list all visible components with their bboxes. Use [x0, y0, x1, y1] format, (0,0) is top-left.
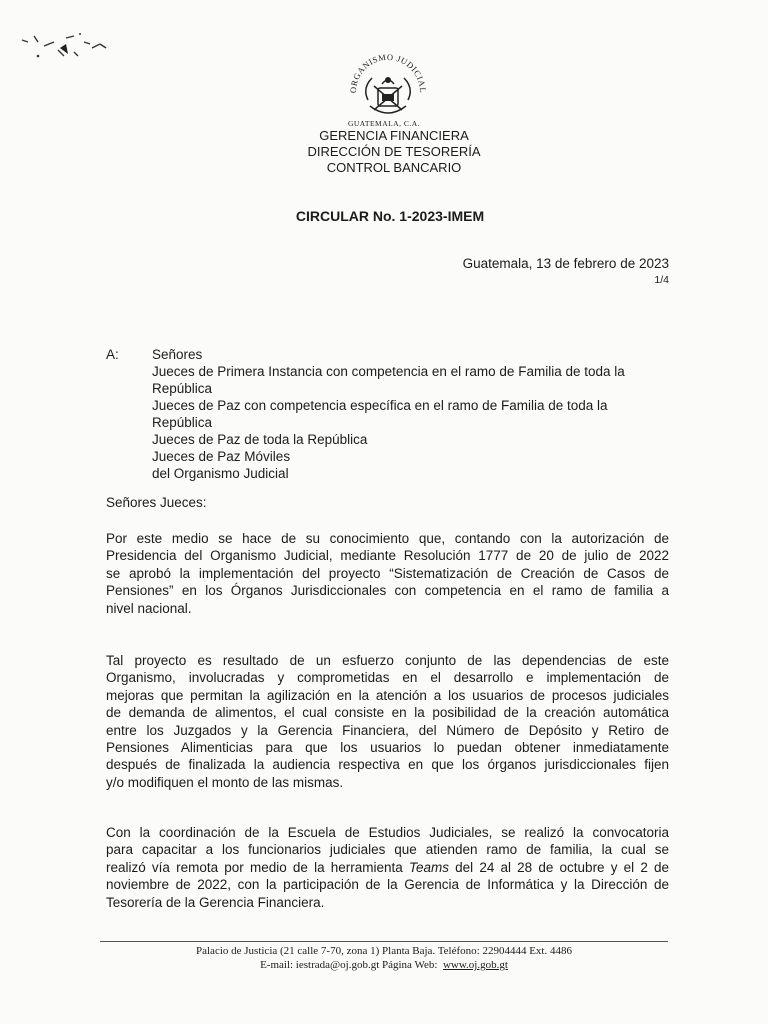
footer-email: E-mail: iestrada@oj.gob.gt Página Web: — [260, 959, 443, 971]
paragraph-line: noviembre de 2022, con la participación de la Gerencia de Informática y la Dirección de — [106, 877, 669, 893]
paragraph-line: Tal proyecto es resultado de un esfuerzo conjunto de las dependencias de este — [106, 653, 669, 668]
paragraph-line: para capacitar a los funcionarios judiciales que atienden ramo de familia, la cual se — [106, 842, 669, 858]
footer — [0, 944, 768, 972]
header-line-3: CONTROL BANCARIO — [326, 160, 462, 175]
paragraph-line: entre los Juzgados y la Gerencia Financiera, del Número de Depósito y Retiro de — [106, 722, 669, 738]
addressee-line: Jueces de Paz de toda la República — [152, 432, 368, 447]
paragraph-line: Con la coordinación de la Escuela de Estudios Judiciales, se realizó la convocatoria — [106, 825, 669, 840]
paragraph-line: y/o modifiquen el monto de las mismas. — [106, 774, 344, 790]
paragraph-line: Por este medio se hace de su conocimiento que, contando con la autorización de — [106, 531, 669, 546]
svg-text:ORGANISMO JUDICIAL — [348, 52, 428, 94]
header-line-1: GERENCIA FINANCIERA — [319, 128, 469, 143]
paragraph-line: nivel nacional. — [106, 600, 192, 616]
paragraph-line: mejoras que permitan la agilización en la atención a los usuarios de procesos judiciales — [106, 687, 669, 703]
page-number: 1/4 — [654, 274, 669, 286]
paragraph-line: Tesorería de la Gerencia Financiera. — [106, 894, 325, 910]
paragraph-line: Presidencia del Organismo Judicial, mediante Resolución 1777 de 20 de julio de 2022 — [106, 548, 669, 564]
letterhead — [0, 128, 768, 176]
document-title: CIRCULAR No. 1-2023-IMEM — [295, 208, 485, 224]
paragraph-line: Pensiones” en los Órganos Jurisdiccionales con competencia en el ramo de familia a — [106, 583, 669, 599]
document-date: Guatemala, 13 de febrero de 2023 — [462, 256, 669, 271]
seal-caption: GUATEMALA, C.A. — [347, 119, 421, 128]
scan-marks — [14, 22, 114, 72]
addressee-block — [106, 346, 669, 482]
addressee-line: República — [152, 381, 213, 396]
addressee-line: Señores — [152, 347, 203, 362]
paragraph-line: Pensiones Alimenticias para que los usuarios lo puedan obtener inmediatamente — [106, 740, 669, 756]
text-run: del 24 al 28 de octubre y el 2 de — [448, 859, 670, 875]
greeting: Señores Jueces: — [106, 495, 207, 510]
italic-term: Teams — [408, 859, 449, 875]
paragraph-line: Organismo, involucradas y comprometidas en el desarrollo e implementación de — [106, 670, 669, 686]
paragraph-3 — [106, 824, 669, 911]
footer-divider — [100, 941, 668, 942]
addressee-label: A: — [106, 347, 119, 362]
footer-contact — [0, 958, 768, 972]
paragraph-line-mixed — [106, 859, 669, 876]
paragraph-1 — [106, 530, 669, 617]
addressee-line: República — [152, 415, 213, 430]
addressee-line: Jueces de Paz con competencia específica en el ramo de Familia de toda la — [152, 398, 608, 413]
addressee-line: del Organismo Judicial — [152, 466, 289, 481]
paragraph-line: de demanda de alimentos, el cual consiste en la posibilidad de la creación automática — [106, 705, 669, 721]
footer-address: Palacio de Justicia (21 calle 7-70, zona 1) Planta Baja. Teléfono: 22904444 Ext. 4486 — [196, 945, 572, 957]
addressee-line: Jueces de Primera Instancia con competencia en el ramo de Familia de toda la — [152, 364, 625, 379]
addressee-line: Jueces de Paz Móviles — [152, 449, 291, 464]
website-link[interactable]: www.oj.gob.gt — [442, 959, 508, 971]
paragraph-2 — [106, 652, 669, 791]
text-run: realizó vía remota por medio de la herramienta — [106, 859, 409, 875]
paragraph-line: se aprobó la implementación del proyecto “Sistematización de Creación de Casos de — [106, 565, 669, 581]
paragraph-line: después de finalizada la audiencia respectiva en que los órganos jurisdiccionales fijen — [106, 757, 669, 773]
seal-arc-text: ORGANISMO JUDICIAL — [347, 51, 429, 94]
header-line-2: DIRECCIÓN DE TESORERÍA — [307, 144, 481, 159]
